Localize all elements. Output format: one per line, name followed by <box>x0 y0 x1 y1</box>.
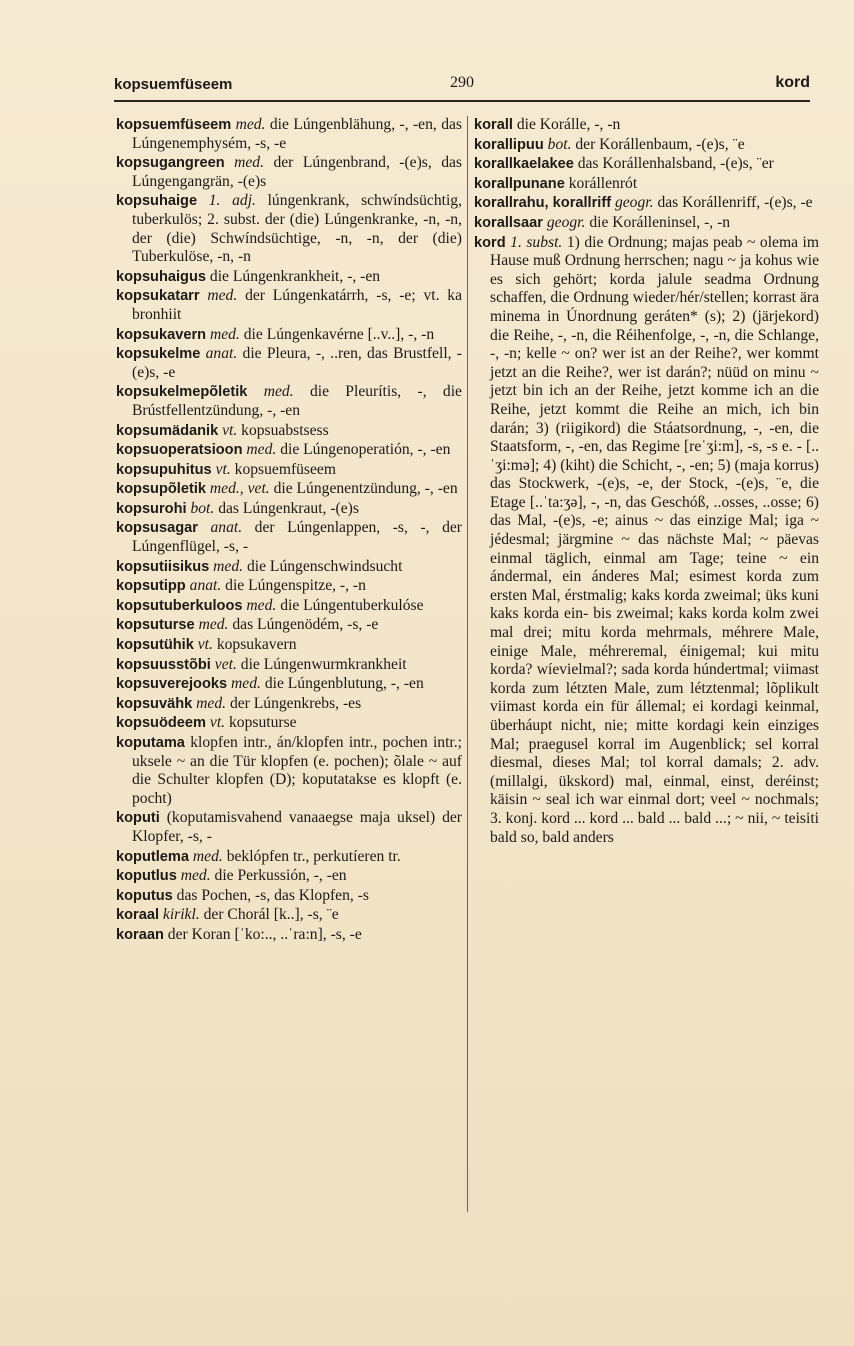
entry-label: med. <box>246 596 277 614</box>
dictionary-entry <box>116 192 462 266</box>
entry-definition: das Lúngenödém, -s, -e <box>232 616 379 634</box>
entry-headword: koraal <box>116 907 159 924</box>
entry-label: bot. <box>547 135 572 153</box>
entry-label: anat. <box>210 519 243 537</box>
entry-definition: die Lúngentuberkulóse <box>280 596 424 614</box>
page-number: 290 <box>450 74 474 91</box>
dictionary-entry <box>116 500 462 519</box>
entry-headword: kopsukelmepõletik <box>116 384 248 401</box>
dictionary-entry <box>116 345 462 382</box>
entry-headword: kord <box>474 234 506 251</box>
entry-definition: die Lúngenentzündung, -, -en <box>273 480 458 498</box>
entry-label: med. <box>196 694 227 712</box>
entry-headword: kopsukavern <box>116 326 207 343</box>
entry-definition: das Pochen, -s, das Klopfen, -s <box>176 886 369 904</box>
entry-label: med. <box>235 116 266 133</box>
entry-definition: die Lúngenblähung, -, -en, das Lúngenemphysém, -s, -e <box>132 116 462 152</box>
entry-label: anat. <box>205 345 238 363</box>
entry-headword: kopsukatarr <box>116 288 200 305</box>
entry-definition: die Korálleninsel, -, -n <box>589 213 731 231</box>
entry-definition: die Pleura, -, ..ren, das Brustfell, -(e)s, -e <box>132 345 462 381</box>
entry-headword: kopsuverejooks <box>116 676 228 693</box>
entry-definition: (koputamisvahend vanaaegse maja uksel) der Klopfer, -s, - <box>132 809 462 845</box>
entry-headword: korallpunane <box>474 175 565 192</box>
dictionary-entry <box>474 175 819 194</box>
entry-label: med. <box>246 441 277 459</box>
entry-label: geogr. <box>614 194 654 212</box>
entry-definition: korállenrót <box>568 174 638 192</box>
entry-definition: der Lúngenkatárrh, -s, -e; vt. ka bronhiit <box>132 287 463 323</box>
entry-definition: die Lúngenspitze, -, -n <box>225 577 366 595</box>
dictionary-entry <box>116 577 462 596</box>
entry-definition: der Lúngenlappen, -s, -, der Lúngenflügel, -s, - <box>132 519 462 556</box>
entry-label: med. <box>180 867 211 885</box>
entry-definition: klopfen intr., án/klopfen intr., pochen intr.; uksele ~ an die Tür klopfen (e. pochen); õlale ~ auf die Schulter klopfen (D); koputatakse es klopft (e. pocht) <box>132 734 462 807</box>
entry-headword: kopsukelme <box>116 346 201 363</box>
entry-definition: die Lúngenkrankheit, -, -en <box>209 267 381 285</box>
dictionary-entry <box>116 326 462 345</box>
entry-label: med. <box>231 675 261 693</box>
entry-label: vt. <box>215 460 231 478</box>
entry-headword: korallrahu, korallriff <box>474 195 612 212</box>
dictionary-entry <box>116 519 462 556</box>
entry-label: anat. <box>189 577 222 595</box>
entry-headword: korallipuu <box>474 136 544 153</box>
entry-definition: der Koran [ˈko:.., ..ˈra:n], -s, -e <box>167 925 362 943</box>
dictionary-entry <box>116 461 462 480</box>
entry-label: 1. subst. <box>510 233 563 251</box>
entry-definition: die Perkussión, -, -en <box>214 867 347 885</box>
entry-headword: korallkaelakee <box>474 156 574 173</box>
dictionary-entry <box>116 422 462 441</box>
entry-label: med. <box>207 287 238 305</box>
dictionary-entry <box>116 734 462 808</box>
entry-label: med. <box>234 154 265 172</box>
dictionary-entry <box>116 287 462 324</box>
entry-headword: kopsuvähk <box>116 695 193 712</box>
dictionary-entry <box>116 848 462 867</box>
dictionary-entry <box>116 675 462 694</box>
entry-definition: das Lúngenkraut, -(e)s <box>218 499 359 517</box>
entry-definition: das Korállenhalsband, -(e)s, ¨er <box>577 155 774 173</box>
entry-headword: kopsuoperatsioon <box>116 442 243 459</box>
entry-definition: lúngenkrank, schwíndsüchtig, tuberkulös; 2. subst. der (die) Lúngenkranke, -n, -n, der (die) Schwíndsüchtige, -n, -n, der (die) Tuberkulöse, -n, -n <box>132 192 462 266</box>
entry-headword: koputlus <box>116 868 177 885</box>
entry-label: med. <box>213 557 244 575</box>
entry-headword: kopsuhaigus <box>116 268 207 285</box>
dictionary-entry <box>116 480 462 499</box>
dictionary-entry <box>116 809 462 846</box>
dictionary-entry <box>116 441 462 460</box>
dictionary-entry <box>116 616 462 635</box>
entry-definition: der Chorál [k..], -s, ¨e <box>203 906 339 924</box>
entry-definition: die Pleurítis, -, die Brústfellentzündung, -, -en <box>132 383 462 419</box>
entry-label: vt. <box>222 421 238 439</box>
dictionary-entry <box>116 558 462 577</box>
entry-definition: die Lúngenwurmkrankheit <box>240 655 407 673</box>
entry-definition: beklópfen tr., perkutíeren tr. <box>226 847 401 865</box>
entry-headword: koputama <box>116 735 185 751</box>
entry-headword: kopsuturse <box>116 617 195 634</box>
entry-headword: kopsuusstõbi <box>116 656 211 673</box>
entry-headword: korall <box>474 117 513 133</box>
entry-headword: kopsumädanik <box>116 422 219 439</box>
entry-headword: kopsutuberkuloos <box>116 597 243 614</box>
dictionary-entry <box>116 116 462 153</box>
entry-label: bot. <box>190 499 215 517</box>
entry-label: med. <box>198 616 229 634</box>
left-column <box>116 116 462 946</box>
entry-headword: kopsugangreen <box>116 155 225 172</box>
entry-label: vet. <box>214 655 237 673</box>
entry-definition: der Lúngenkrebs, -es <box>229 694 362 712</box>
dictionary-entry <box>116 656 462 675</box>
entry-label: med., vet. <box>209 480 270 498</box>
entry-label: kirikl. <box>162 906 200 924</box>
entry-label: 1. adj. <box>208 192 256 210</box>
entry-headword: kopsupõletik <box>116 481 207 498</box>
header-first-headword: kopsuemfüseem <box>114 76 233 93</box>
entry-definition: der Korállenbaum, -(e)s, ¨e <box>575 135 745 153</box>
dictionary-entry <box>474 136 819 155</box>
dictionary-entry <box>474 194 819 213</box>
dictionary-entry <box>116 268 462 287</box>
entry-headword: koputlema <box>116 848 189 865</box>
entry-definition: die Lúngenblutung, -, -en <box>264 675 424 693</box>
entry-label: geogr. <box>546 213 586 231</box>
entry-headword: kopsuemfüseem <box>116 117 232 133</box>
entry-headword: koputi <box>116 810 160 827</box>
entry-definition: kopsuemfüseem <box>234 460 336 478</box>
dictionary-entry <box>116 887 462 906</box>
entry-headword: kopsutühik <box>116 637 194 654</box>
entry-headword: kopsusagar <box>116 520 198 537</box>
entry-definition: die Lúngenschwindsucht <box>246 557 403 575</box>
entry-definition: die Lúngenkavérne [..v..], -, -n <box>243 325 435 343</box>
entry-headword: kopsutiisikus <box>116 558 210 575</box>
entry-headword: kopsutipp <box>116 578 186 595</box>
dictionary-entry <box>116 636 462 655</box>
dictionary-entry <box>474 234 819 848</box>
entry-label: vt. <box>209 714 226 732</box>
column-divider <box>467 116 468 1212</box>
entry-label: med. <box>192 847 223 865</box>
entry-headword: koraan <box>116 926 164 943</box>
dictionary-entry <box>116 906 462 925</box>
dictionary-entry <box>116 154 462 191</box>
dictionary-entry <box>116 867 462 886</box>
dictionary-entry <box>116 695 462 714</box>
entry-label: med. <box>263 383 294 401</box>
entry-definition: kopsukavern <box>216 636 297 654</box>
page-header <box>114 72 810 98</box>
header-rule <box>114 100 810 102</box>
dictionary-entry <box>116 597 462 616</box>
dictionary-entry <box>116 714 462 733</box>
dictionary-entry <box>116 926 462 945</box>
dictionary-entry <box>116 383 462 420</box>
entry-definition: das Korállenriff, -(e)s, -e <box>657 194 813 212</box>
entry-headword: kopsuhaige <box>116 193 198 210</box>
entry-headword: kopsupuhitus <box>116 461 212 478</box>
dictionary-entry <box>474 116 819 135</box>
entry-definition: der Lúngenbrand, -(e)s, das Lúngengangrän, -(e)s <box>132 154 462 190</box>
entry-headword: koputus <box>116 887 173 904</box>
entry-definition: 1) die Ordnung; majas peab ~ olema im Hause muß Ordnung herrschen; nagu ~ ja kohus wie es sich gehört; korda jalule seadma Ordnung schaffen, die Ordnung wieder/hér/stellen; korrast ära minema in Únordnung geráten* (s); 2) (järjekord) die Reihe, -, -n, die Réihenfolge, -, -n, die Schlange, -, -n; kelle ~ on? wer ist an der Reihe?, wer kommt jetzt an die Reihe?, wer ist darán?; nüüd on minu ~ jetzt bin ich an der Reihe, jetzt komme ich an die Reihe, jetzt kommt die Reihe an mich, ich bin darán; 3) (riigikord) die Stáatsordnung, -, -en, die Staatsform, -, -en, das Regime [reˈʒi:m], -s, -s e. - [..ˈʒi:mə]; 4) (kiht) die Schicht, -, -en; 5) (maja korrus) das Stockwerk, -(e)s, -e, der Stock, -(e)s, ¨e, die Etage [..ˈta:ʒə], -, -n, das Geschóß, ..osses, ..osse; 6) das Mal, -(e)s, -e; ainus ~ das einzige Mal; iga ~ jédesmal; järgmine ~ das nächste Mal; ~ päevas einmal täglich, einmal am Tage; teine ~ ein ándermal, ein ánderes Mal; esimest korda zum ersten Mal, érstmalig; kaks korda zweimal; üks kuni kaks korda ein- bis zweimal; kaks korda kolm zwei mal drei; mitu korda mehrmals, méhrere Male, einige Male, méhreremal, éinigemal; kui mitu korda? wíevielmal?; sada korda húndertmal; viimast korda zum létzten Male, zum létztenmal; lõplikult viimast korda ein für állemal; ei kordagi keinmal, überháupt nicht, nie; mitte kordagi kein einziges Mal; praegusel korral im Augenblick; sel korral diesmal, dieses Mal; tol korral damals; 2. adv. (millalgi, ükskord) mal, einmal, einst, deréinst; käisin ~ seal ich war einmal dort; veel ~ nochmals; 3. konj. kord ... kord ... bald ... bald ...; ~ nii, ~ teisiti bald so, bald anders <box>490 233 819 846</box>
entry-definition: die Korálle, -, -n <box>516 116 621 133</box>
entry-definition: die Lúngenoperatión, -, -en <box>280 441 451 459</box>
entry-headword: kopsurohi <box>116 500 187 517</box>
entry-headword: korallsaar <box>474 214 543 231</box>
entry-definition: kopsuturse <box>228 714 297 732</box>
entry-label: vt. <box>197 636 213 654</box>
entry-label: med. <box>209 325 240 343</box>
header-last-headword: kord <box>775 74 810 91</box>
entry-headword: kopsuödeem <box>116 715 207 732</box>
entry-definition: kopsuabstsess <box>241 421 329 439</box>
dictionary-entry <box>474 214 819 233</box>
right-column <box>474 116 819 848</box>
dictionary-entry <box>474 155 819 174</box>
